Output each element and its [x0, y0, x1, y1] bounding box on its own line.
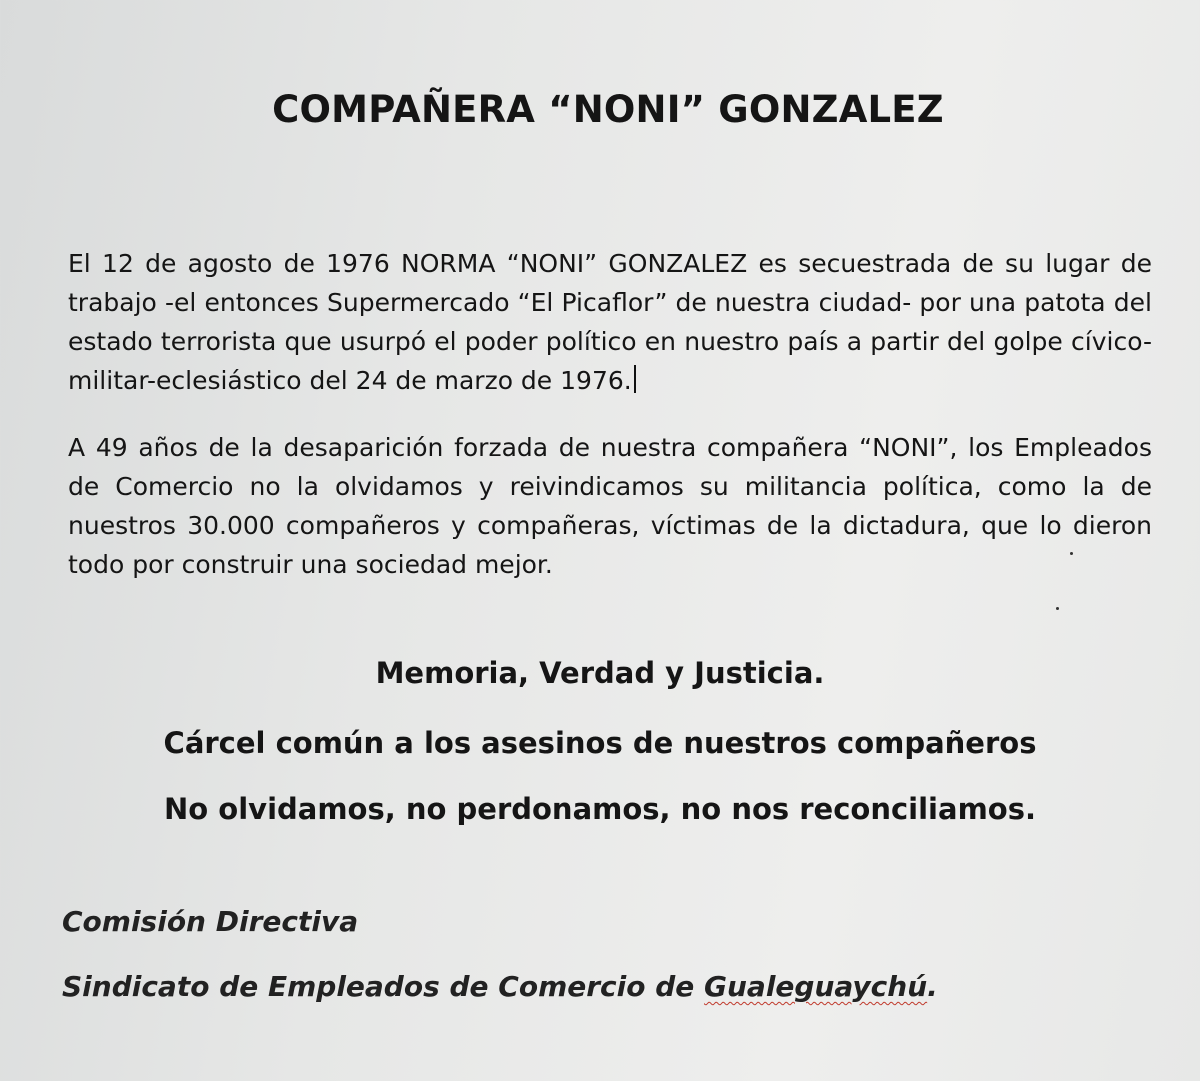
signature-union — [62, 970, 938, 1003]
signature-period: . — [927, 970, 938, 1003]
signature-board: Comisión Directiva — [62, 905, 359, 938]
signature-city: Gualeguaychú — [704, 970, 928, 1003]
screen-speck — [1070, 552, 1073, 555]
slogan-no-olvidamos: No olvidamos, no perdonamos, no nos reconciliamos. — [164, 792, 1036, 826]
slogan-carcel: Cárcel común a los asesinos de nuestros compañeros — [163, 726, 1037, 760]
signature-union-name: Sindicato de Empleados de Comercio de — [62, 970, 705, 1003]
text-cursor — [634, 365, 636, 393]
screen-speck — [1056, 607, 1059, 610]
paragraph-kidnapping — [68, 244, 1152, 400]
paragraph-1-text: El 12 de agosto de 1976 NORMA “NONI” GONZALEZ es secuestrada de su lugar de trabajo -el entonces Supermercado “El Picaflor” de nuestra ciudad- por una patota del estado terrorista que usurpó el poder político en nuestro país a partir del golpe cívico-militar-eclesiástico del 24 de marzo de 1976. — [68, 249, 1152, 395]
document-title: COMPAÑERA “NONI” GONZALEZ — [272, 88, 944, 131]
paragraph-memory: A 49 años de la desaparición forzada de nuestra compañera “NONI”, los Empleados de Comercio no la olvidamos y reivindicamos su militancia política, como la de nuestros 30.000 compañeros y compañeras, víctimas de la dictadura, que lo dieron todo por construir una sociedad mejor. — [68, 433, 1152, 579]
slogan-memoria: Memoria, Verdad y Justicia. — [375, 656, 825, 690]
